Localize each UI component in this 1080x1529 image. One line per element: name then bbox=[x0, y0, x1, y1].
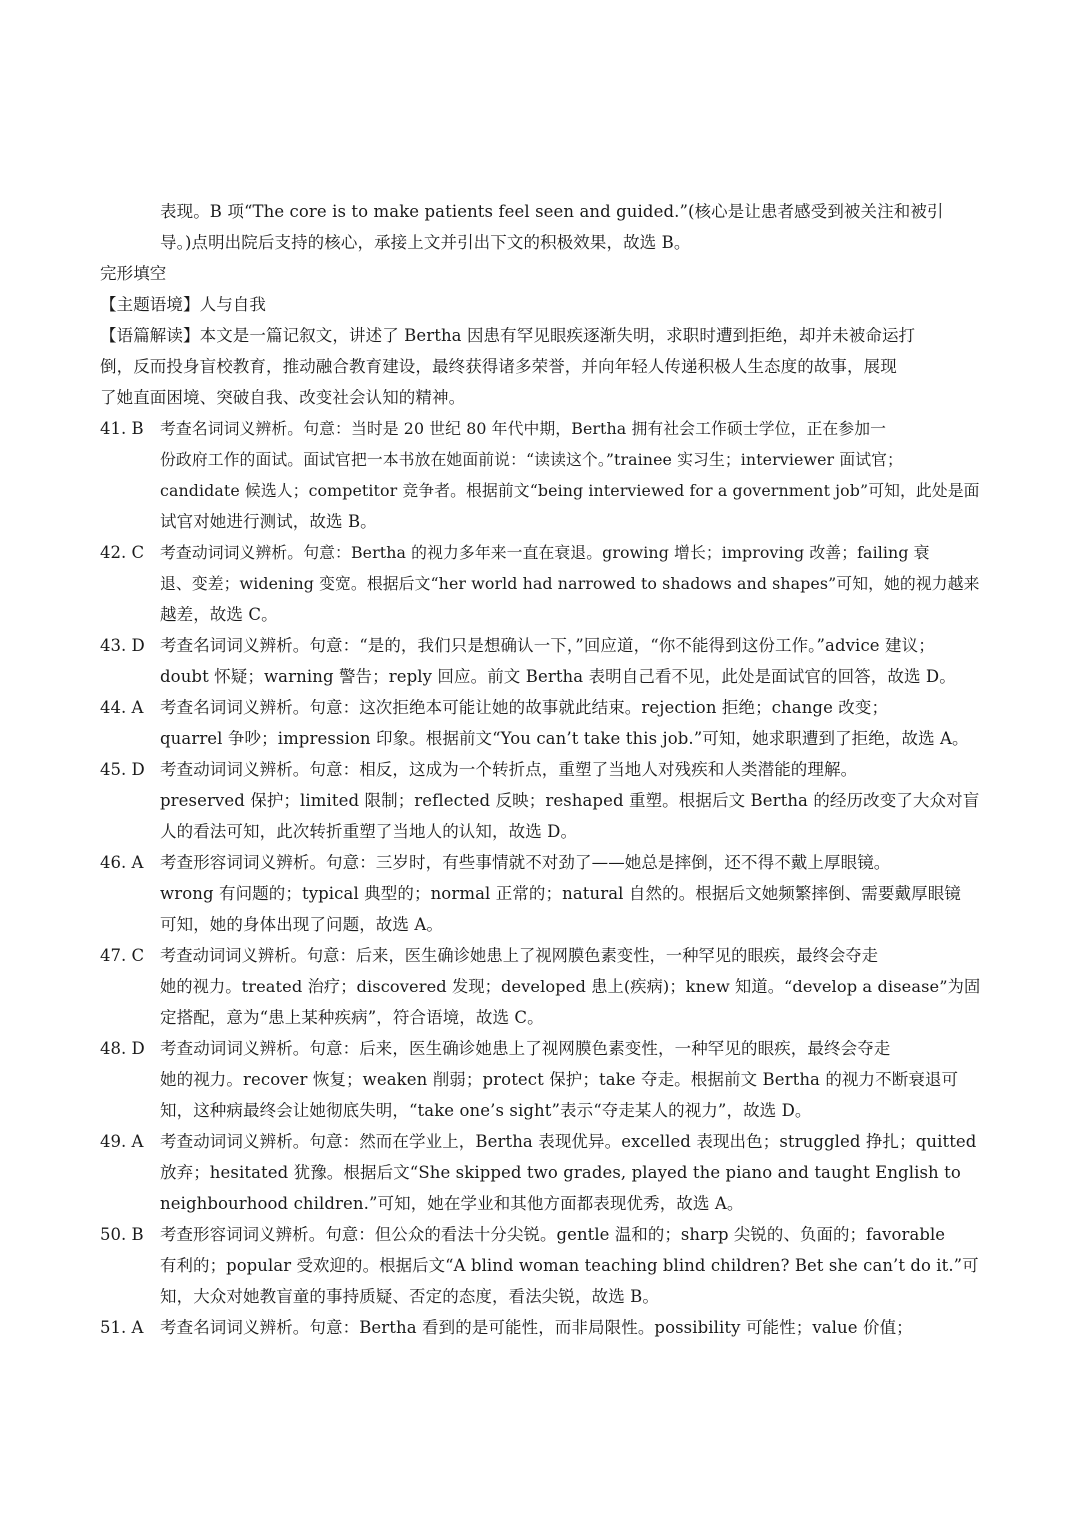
text-line: 【语篇解读】本文是一篇记叙文，讲述了 Bertha 因患有罕见眼疾逐渐失明，求职时遭到拒绝，却并未被命运打 bbox=[100, 326, 916, 345]
answer-number: 42. C bbox=[100, 543, 145, 562]
answer-item bbox=[100, 1219, 980, 1312]
answer-list bbox=[100, 413, 980, 1343]
answer-item bbox=[100, 1312, 980, 1343]
answer-number: 46. A bbox=[100, 853, 144, 872]
text-line: 有利的；popular 受欢迎的。根据后文“A blind woman teaching blind children? Bet she can’t do it.”可 bbox=[160, 1256, 979, 1275]
answer-item bbox=[100, 754, 980, 847]
answer-item bbox=[100, 1126, 980, 1219]
text-line: candidate 候选人；competitor 竞争者。根据前文“being interviewed for a government job”可知，此处是面 bbox=[160, 481, 980, 500]
answer-number: 51. A bbox=[100, 1318, 144, 1337]
answer-explanation bbox=[160, 413, 980, 537]
text-line: 考查动词词义辨析。句意：Bertha 的视力多年来一直在衰退。growing 增长；improving 改善；failing 衰 bbox=[160, 543, 930, 562]
answer-explanation bbox=[160, 1312, 980, 1343]
answer-number: 48. D bbox=[100, 1039, 145, 1058]
text-line: 考查动词词义辨析。句意：后来，医生确诊她患上了视网膜色素变性，一种罕见的眼疾，最终会夺走 bbox=[160, 946, 879, 965]
answer-item bbox=[100, 1033, 980, 1126]
answer-number: 44. A bbox=[100, 698, 144, 717]
answer-explanation bbox=[160, 940, 980, 1033]
answer-number: 49. A bbox=[100, 1132, 144, 1151]
text-line: 考查名词词义辨析。句意：“是的，我们只是想确认一下，”回应道，“你不能得到这份工作。”advice 建议； bbox=[160, 636, 935, 655]
answer-explanation bbox=[160, 847, 980, 940]
text-line: wrong 有问题的；typical 典型的；normal 正常的；natural 自然的。根据后文她频繁摔倒、需要戴厚眼镜 bbox=[160, 884, 961, 903]
text-line: 退、变差；widening 变宽。根据后文“her world had narrowed to shadows and shapes”可知，她的视力越来 bbox=[160, 574, 980, 593]
answer-explanation bbox=[160, 1126, 980, 1219]
answer-explanation bbox=[160, 692, 980, 754]
text-line: 考查形容词词义辨析。句意：但公众的看法十分尖锐。gentle 温和的；sharp 尖锐的、负面的；favorable bbox=[160, 1225, 946, 1244]
text-line: 考查动词词义辨析。句意：后来，医生确诊她患上了视网膜色素变性，一种罕见的眼疾，最终会夺走 bbox=[160, 1039, 891, 1058]
answer-explanation bbox=[160, 1033, 980, 1126]
page-footer bbox=[380, 1360, 700, 1368]
text-line: 知，大众对她教盲童的事持质疑、否定的态度，看法尖锐，故选 B。 bbox=[160, 1287, 659, 1306]
text-line: 考查名词词义辨析。句意：Bertha 看到的是可能性，而非局限性。possibility 可能性；value 价值； bbox=[160, 1318, 913, 1337]
text-line: 放弃；hesitated 犹豫。根据后文“She skipped two grades, played the piano and taught English to bbox=[160, 1163, 961, 1182]
text-line: 定搭配，意为“患上某种疾病”，符合语境，故选 C。 bbox=[160, 1008, 544, 1027]
text-line: 考查名词词义辨析。句意：当时是 20 世纪 80 年代中期，Bertha 拥有社会工作硕士学位，正在参加一 bbox=[160, 419, 887, 438]
text-line: 知，这种病最终会让她彻底失明，“take one’s sight”表示“夺走某人的视力”，故选 D。 bbox=[160, 1101, 812, 1120]
answer-item bbox=[100, 537, 980, 630]
answer-item bbox=[100, 413, 980, 537]
text-line: 了她直面困境、突破自我、改变社会认知的精神。 bbox=[100, 388, 466, 407]
answer-explanation bbox=[160, 754, 980, 847]
answer-explanation bbox=[160, 630, 980, 692]
theme-line: 【主题语境】人与自我 bbox=[100, 295, 266, 314]
answer-explanation bbox=[160, 1219, 980, 1312]
answer-number: 47. C bbox=[100, 946, 145, 965]
text-line: 考查动词词义辨析。句意：然而在学业上，Bertha 表现优异。excelled 表现出色；struggled 挣扎；quitted bbox=[160, 1132, 977, 1151]
text-line: preserved 保护；limited 限制；reflected 反映；reshaped 重塑。根据后文 Bertha 的经历改变了大众对盲 bbox=[160, 791, 980, 810]
answer-number: 50. B bbox=[100, 1225, 144, 1244]
text-line: 她的视力。treated 治疗；discovered 发现；developed 患上(疾病)；knew 知道。“develop a disease”为固 bbox=[160, 977, 981, 996]
text-line: neighbourhood children.”可知，她在学业和其他方面都表现优秀，故选 A。 bbox=[160, 1194, 744, 1213]
text-line: quarrel 争吵；impression 印象。根据前文“You can’t take this job.”可知，她求职遭到了拒绝，故选 A。 bbox=[160, 729, 969, 748]
text-line: 倒，反而投身盲校教育，推动融合教育建设，最终获得诸多荣誉，并向年轻人传递积极人生态度的故事，展现 bbox=[100, 357, 897, 376]
text-line: 试官对她进行测试，故选 B。 bbox=[160, 512, 377, 531]
text-line: 考查动词词义辨析。句意：相反，这成为一个转折点，重塑了当地人对残疾和人类潜能的理解。 bbox=[160, 760, 858, 779]
answer-explanation bbox=[160, 537, 980, 630]
text-line: 考查形容词词义辨析。句意：三岁时，有些事情就不对劲了——她总是摔倒，还不得不戴上厚眼镜。 bbox=[160, 853, 891, 872]
answer-item bbox=[100, 692, 980, 754]
answer-item bbox=[100, 847, 980, 940]
text-line: 表现。B 项“The core is to make patients feel seen and guided.”(核心是让患者感受到被关注和被引 bbox=[160, 202, 944, 221]
text-line: 人的看法可知，此次转折重塑了当地人的认知，故选 D。 bbox=[160, 822, 578, 841]
text-line: 她的视力。recover 恢复；weaken 削弱；protect 保护；take 夺走。根据前文 Bertha 的视力不断衰退可 bbox=[160, 1070, 959, 1089]
text-line: 份政府工作的面试。面试官把一本书放在她面前说：“读读这个。”trainee 实习生；interviewer 面试官； bbox=[160, 450, 903, 469]
answer-page bbox=[100, 196, 980, 1343]
intro-paragraph bbox=[100, 196, 980, 258]
answer-item bbox=[100, 940, 980, 1033]
text-line: 可知，她的身体出现了问题，故选 A。 bbox=[160, 915, 443, 934]
answer-number: 41. B bbox=[100, 419, 144, 438]
text-line: 考查名词词义辨析。句意：这次拒绝本可能让她的故事就此结束。rejection 拒绝；change 改变； bbox=[160, 698, 889, 717]
answer-number: 43. D bbox=[100, 636, 145, 655]
answer-number: 45. D bbox=[100, 760, 145, 779]
section-title: 完形填空 bbox=[100, 264, 167, 283]
text-line: 导。)点明出院后支持的核心，承接上文并引出下文的积极效果，故选 B。 bbox=[160, 233, 691, 252]
text-line: doubt 怀疑；warning 警告；reply 回应。前文 Bertha 表明自己看不见，此处是面试官的回答，故选 D。 bbox=[160, 667, 956, 686]
text-line: 越差，故选 C。 bbox=[160, 605, 278, 624]
answer-item bbox=[100, 630, 980, 692]
reading-paragraph bbox=[100, 320, 980, 413]
